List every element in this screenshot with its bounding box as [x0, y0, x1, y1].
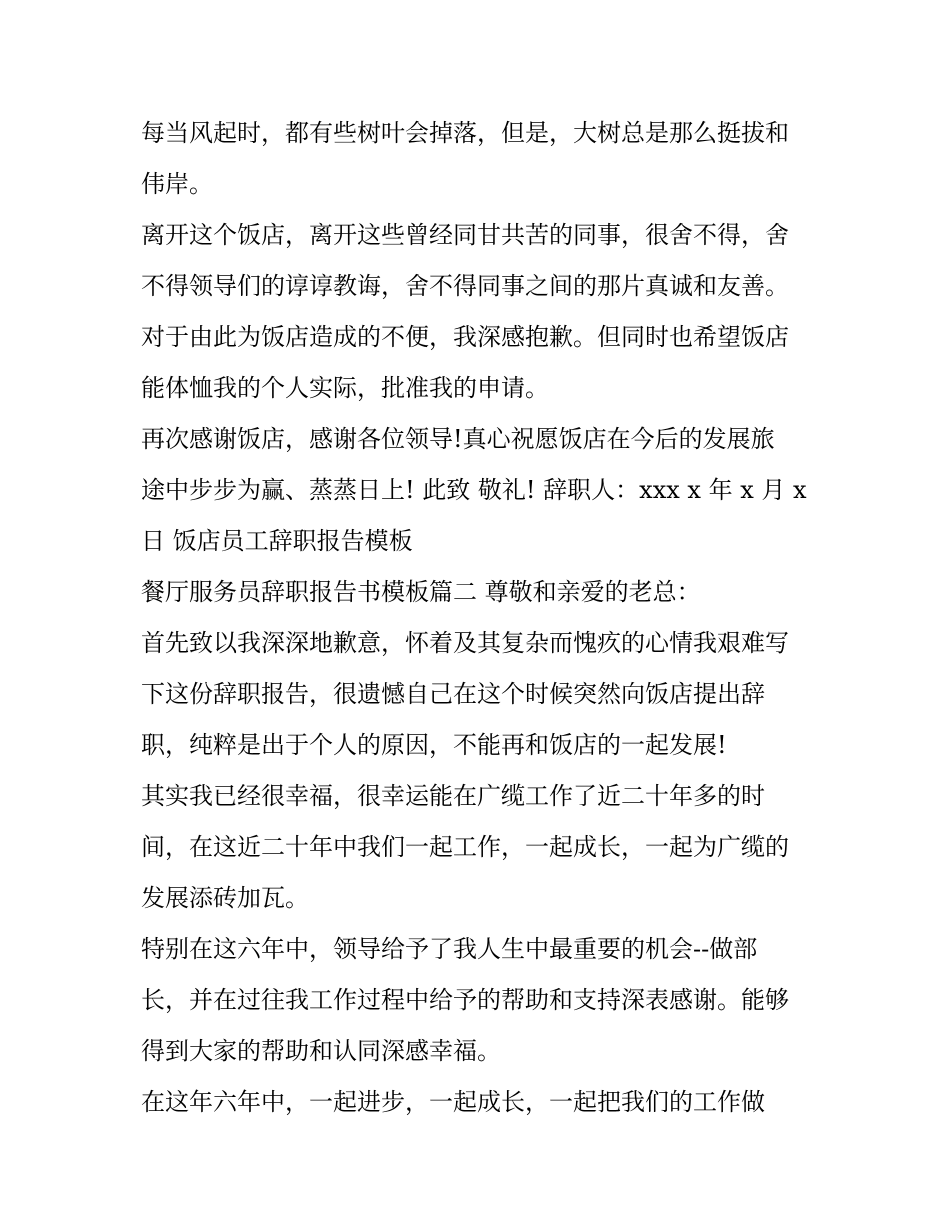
text-line: 其实我已经很幸福，很幸运能在广缆工作了近二十年多的时 [141, 782, 765, 810]
text-line: 再次感谢饭店，感谢各位领导!真心祝愿饭店在今后的发展旅 [141, 425, 775, 453]
text-line: 下这份辞职报告，很遗憾自己在这个时候突然向饭店提出辞 [141, 680, 765, 708]
document-body [141, 108, 821, 1128]
text-line: 长，并在过往我工作过程中给予的帮助和支持深表感谢。能够 [141, 986, 789, 1014]
text-line: 途中步步为赢、蒸蒸日上! 此致 敬礼! 辞职人：xxx x 年 x 月 x [141, 476, 807, 504]
text-line: 离开这个饭店，离开这些曾经同甘共苦的同事，很舍不得，舍 [141, 221, 789, 249]
text-line: 首先致以我深深地歉意，怀着及其复杂而愧疚的心情我艰难写 [141, 629, 789, 657]
text-line: 不得领导们的谆谆教诲，舍不得同事之间的那片真诚和友善。 [141, 272, 789, 300]
text-line: 对于由此为饭店造成的不便，我深感抱歉。但同时也希望饭店 [141, 323, 789, 351]
text-line: 在这年六年中，一起进步，一起成长，一起把我们的工作做 [141, 1088, 765, 1116]
text-line: 得到大家的帮助和认同深感幸福。 [141, 1037, 501, 1065]
text-line: 发展添砖加瓦。 [141, 884, 309, 912]
text-line: 伟岸。 [141, 170, 213, 198]
text-line: 能体恤我的个人实际，批准我的申请。 [141, 374, 549, 402]
text-line: 间，在这近二十年中我们一起工作，一起成长，一起为广缆的 [141, 833, 789, 861]
text-line: 特别在这六年中，领导给予了我人生中最重要的机会--做部 [141, 935, 758, 963]
text-line: 职，纯粹是出于个人的原因，不能再和饭店的一起发展! [141, 731, 727, 759]
text-line: 餐厅服务员辞职报告书模板篇二 尊敬和亲爱的老总： [141, 578, 701, 606]
text-line: 日 饭店员工辞职报告模板 [141, 527, 413, 555]
text-line: 每当风起时，都有些树叶会掉落，但是，大树总是那么挺拔和 [141, 119, 789, 147]
